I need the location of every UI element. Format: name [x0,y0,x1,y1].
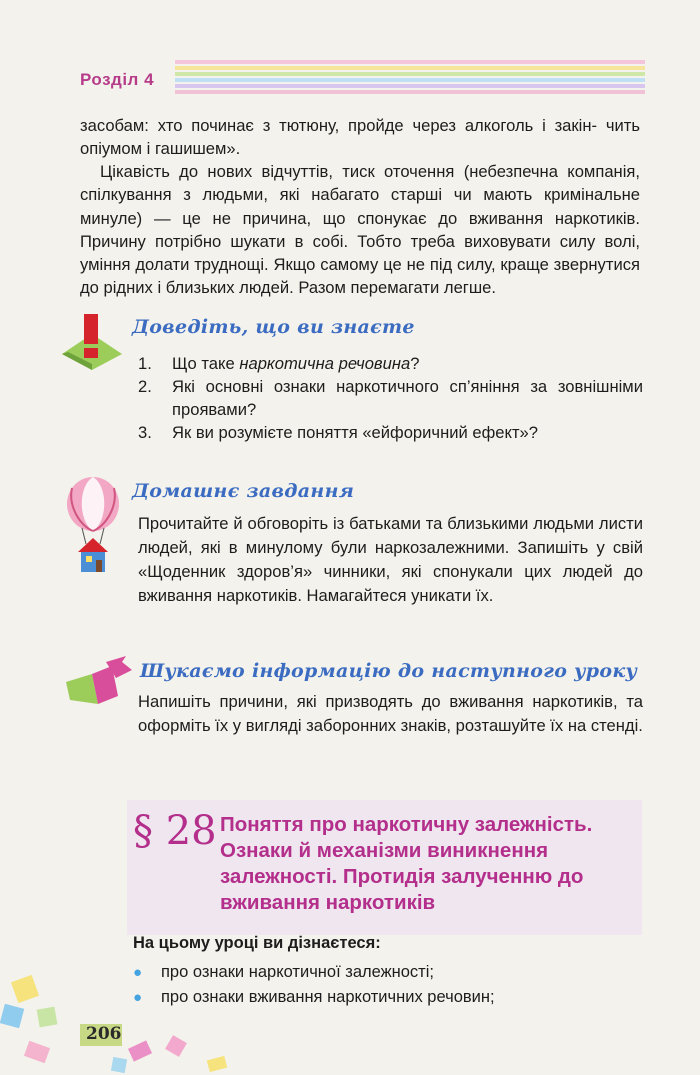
prove-questions-list [138,352,643,444]
homework-heading: Домашнє завдання [132,480,355,502]
header-decor-stripes [175,58,645,98]
section-header: Розділ 4 [80,70,155,89]
list-item-text: про ознаки вживання наркотичних речовин; [161,988,495,1006]
question-number: 2. [138,377,152,396]
page-number: 206 [86,1024,122,1044]
hot-air-balloon-house-icon [58,476,128,576]
exclamation-pyramid-icon [58,312,126,372]
intro-paragraph-2 [80,160,640,300]
homework-text: Прочитайте й обговоріть із батьками та близькими людьми листи людей, які в минулому були наркозалежними. Запишіть у свій «Щоденник здоров’я» чинники, які спонукали цих людей до вживання наркотиків. Намагайтеся уникати їх. [138,514,643,605]
bullet-icon: ● [133,964,143,981]
question-text [172,352,643,375]
list-item-text: про ознаки наркотичної залежності; [161,963,434,981]
confetti-decor [0,968,250,1075]
learn-heading: На цьому уроці ви дізнаєтеся: [133,934,381,952]
question-text-end: ? [410,354,420,373]
question-item [138,352,643,375]
search-heading: Шукаємо інформацію до наступного уроку [140,660,638,682]
question-number: 1. [138,354,152,373]
question-text: Які основні ознаки наркотичного сп’яніння за зовнішніми проявами? [172,377,643,419]
bullet-icon: ● [133,989,143,1006]
open-book-arrow-icon [62,656,134,708]
question-item [138,375,643,421]
paragraph-title: Поняття про наркотичну залежність. Ознаки й механізми виникнення залежності. Протидія залученню до вживання наркотиків [220,813,593,914]
search-text: Напишіть причини, які призводять до вживання наркотиків, та оформіть їх у вигляді заборонних знаків, розташуйте їх на стенді. [138,692,643,735]
intro-paragraph-2-text: Цікавість до нових відчуттів, тиск оточення (небезпечна компанія, спілкування з людьми, які набагато старші чи мають кримінальне минуле) — це не причина, що спонукає до вживання наркотиків. Причину потрібно шукати в собі. Тобто треба виховувати силу волі, уміння долати труднощі. Якщо самому це не під силу, краще звернутися до рідних і близьких людей. Разом перемагати легше. [80,162,640,298]
question-text: Як ви розумієте поняття «ейфоричний ефект»? [172,423,539,442]
question-item [138,421,643,444]
prove-heading: Доведіть, що ви знаєте [132,316,415,338]
paragraph-number: § 28 [133,808,217,854]
question-text-plain: Що таке [172,354,240,373]
question-number: 3. [138,423,152,442]
intro-paragraph-1: засобам: хто починає з тютюну, пройде через алкоголь і закін- чить опіумом і гашишем». [80,116,640,159]
question-text-emphasis: наркотична речовина [239,354,411,373]
